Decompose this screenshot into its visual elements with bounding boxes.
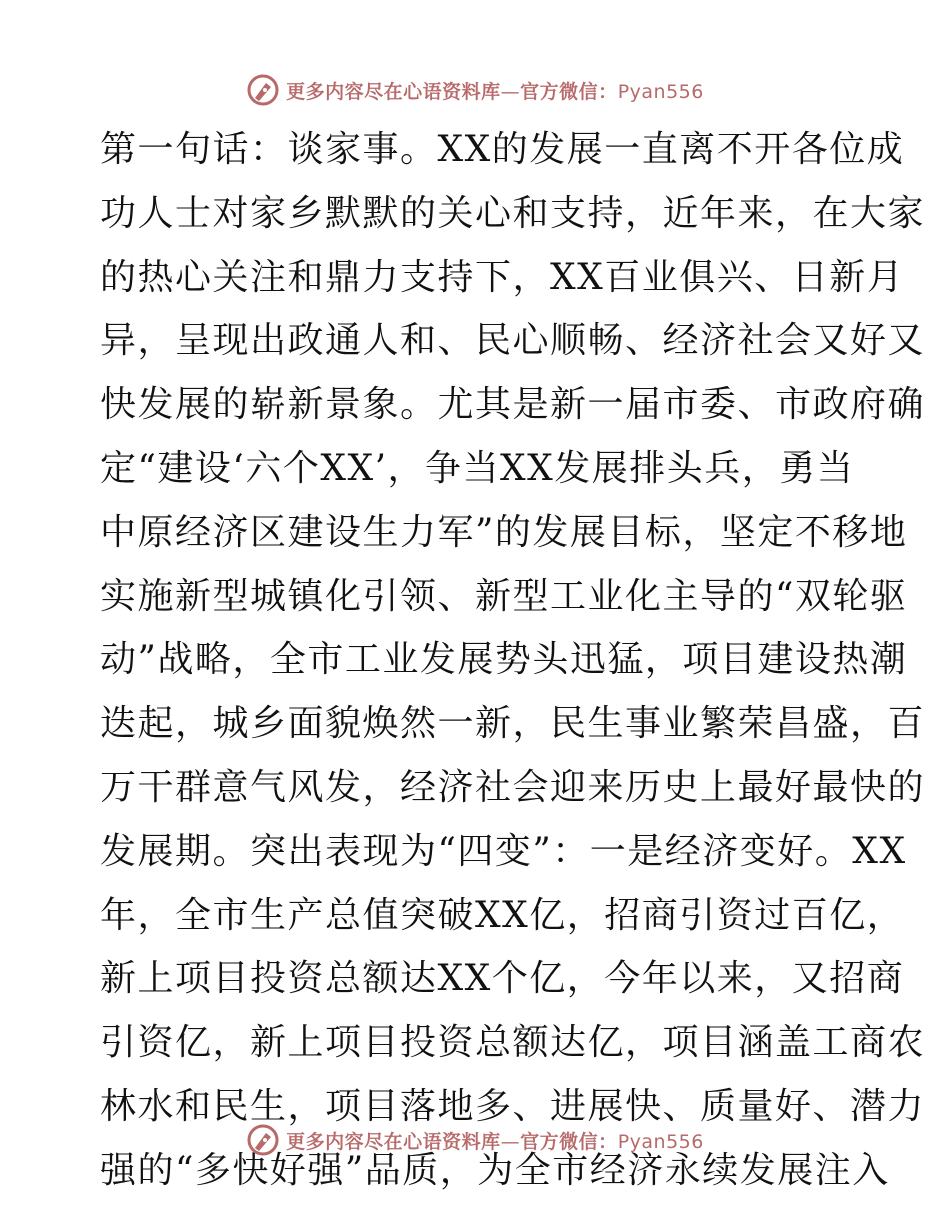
pen-nib-icon (246, 73, 280, 107)
separator-text: — (500, 1130, 521, 1153)
text-line: 功人士对家乡默默的关心和支持，近年来，在大家 (100, 192, 926, 234)
text-line: 定“建设‘六个XX’，争当XX发展排头兵，勇当 (100, 447, 855, 489)
text-line: 实施新型城镇化引领、新型工业化主导的“双轮驱 (100, 575, 908, 617)
text-line: 林水和民生，项目落地多、进展快、质量好、潜力 (100, 1085, 926, 1127)
wechat-id: Pyan556 (617, 80, 704, 103)
document-body (100, 118, 926, 1203)
pen-nib-icon (246, 1123, 280, 1157)
text-line: 中原经济区建设生力军”的发展目标，坚定不移地 (100, 511, 908, 553)
brand-text: 更多内容尽在心语资料库 (286, 80, 501, 103)
text-line: 发展期。突出表现为“四变”：一是经济变好。XX (100, 830, 907, 872)
watermark-text (286, 77, 704, 104)
header-watermark (0, 70, 950, 110)
text-line: 引资亿，新上项目投资总额达亿，项目涵盖工商农 (100, 1022, 926, 1064)
footer-watermark (0, 1120, 950, 1160)
text-line: 异，呈现出政通人和、民心顺畅、经济社会又好又 (100, 320, 926, 362)
text-line: 新上项目投资总额达XX个亿，今年以来，又招商 (100, 958, 905, 1000)
wechat-label: 官方微信： (520, 1130, 618, 1153)
text-line: 万干群意气风发，经济社会迎来历史上最好最快的 (100, 766, 926, 808)
wechat-id: Pyan556 (617, 1130, 704, 1153)
text-line: 迭起，城乡面貌焕然一新，民生事业繁荣昌盛，百 (100, 703, 926, 745)
text-line: 强的“多快好强”品质，为全市经济永续发展注入 (100, 1149, 890, 1191)
text-line: 快发展的崭新景象。尤其是新一届市委、市政府确 (100, 384, 926, 426)
text-line: 动”战略，全市工业发展势头迅猛，项目建设热潮 (100, 639, 908, 681)
brand-text: 更多内容尽在心语资料库 (286, 1130, 501, 1153)
text-line: 第一句话：谈家事。XX的发展一直离不开各位成 (100, 129, 905, 170)
wechat-label: 官方微信： (520, 80, 618, 103)
separator-text: — (500, 80, 521, 103)
text-line: 的热心关注和鼎力支持下，XX百业俱兴、日新月 (100, 256, 905, 298)
text-line: 年，全市生产总值突破XX亿，招商引资过百亿， (100, 894, 905, 936)
watermark-text (286, 1127, 704, 1154)
